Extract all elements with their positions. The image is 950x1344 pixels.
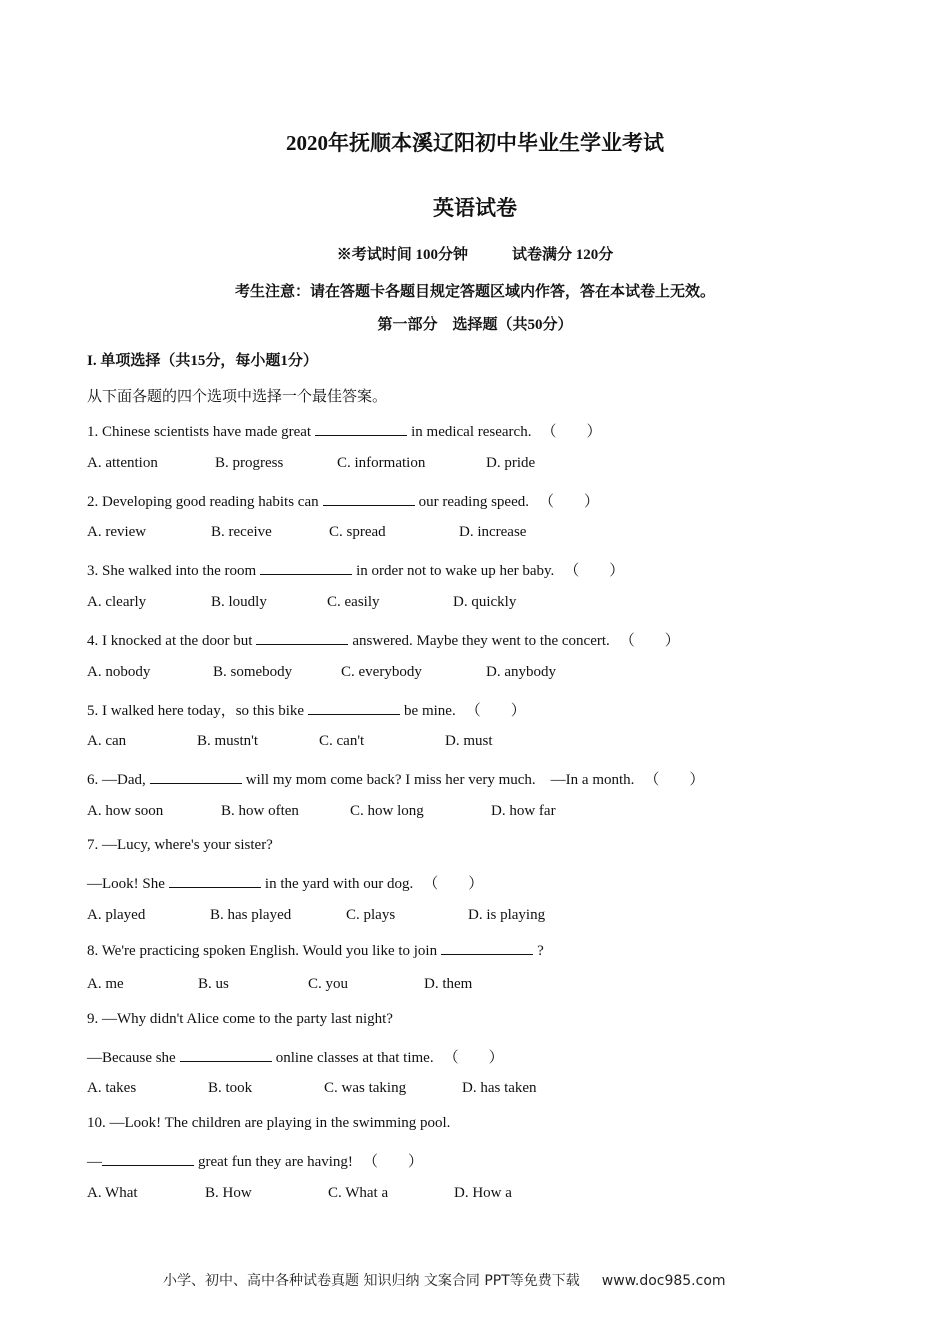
option-d: D. pride [486,455,536,471]
option-d: D. quickly [453,594,517,610]
option-d: D. increase [459,524,527,540]
question-9: —Because she online classes at that time. （ ） [87,1050,504,1066]
section-instruction: 从下面各题的四个选项中选择一个最佳答案。 [87,389,388,405]
option-b: B. mustn't [197,733,259,749]
answer-blank [308,702,400,715]
exam-time: ※考试时间 100分钟 [336,247,468,263]
option-b: B. progress [215,455,284,471]
option-d: D. anybody [486,664,556,680]
option-a: A. attention [87,455,158,471]
answer-blank [180,1049,272,1062]
option-b: B. How [205,1185,252,1201]
option-a: A. can [87,733,127,749]
question-1: 1. Chinese scientists have made great in medical research. （ ） [87,424,602,440]
option-c: C. plays [346,907,396,923]
option-a: A. played [87,907,146,923]
question-3: 3. She walked into the room in order not to wake up her baby. （ ） [87,563,625,579]
footer-text: 小学、初中、高中各种试卷真题 知识归纳 文案合同 PPT等免费下载 [163,1273,580,1289]
answer-blank [102,1153,194,1166]
footer-site-link[interactable]: www.doc985.com [601,1273,726,1289]
section-heading: I. 单项选择（共15分，每小题1分） [87,353,318,369]
option-d: D. how far [491,803,556,819]
option-a: A. review [87,524,147,540]
option-b: B. us [198,976,229,992]
option-b: B. how often [221,803,299,819]
option-c: C. information [337,455,426,471]
answer-blank [315,423,407,436]
option-a: A. takes [87,1080,137,1096]
answer-blank [441,942,533,955]
option-d: D. must [445,733,493,749]
option-b: B. receive [211,524,272,540]
question-7-line1: 7. —Lucy, where's your sister? [87,837,273,853]
exam-score: 试卷满分 120分 [512,247,614,263]
option-b: B. has played [210,907,292,923]
page-footer [163,1270,726,1290]
question-4: 4. I knocked at the door but answered. Maybe they went to the concert. （ ） [87,633,680,649]
option-a: A. What [87,1185,138,1201]
option-c: C. you [308,976,349,992]
option-c: C. was taking [324,1080,407,1096]
exam-notice: 考生注意：请在答题卡各题目规定答题区域内作答，答在本试卷上无效。 [234,284,715,300]
option-b: B. somebody [213,664,293,680]
question-5: 5. I walked here today，so this bike be mine. （ ） [87,703,526,719]
option-c: C. everybody [341,664,422,680]
exam-title: 2020年抚顺本溪辽阳初中毕业生学业考试 [286,131,664,155]
question-8: 8. We're practicing spoken English. Would you like to join ? [87,943,544,959]
option-d: D. How a [454,1185,512,1201]
option-c: C. how long [350,803,424,819]
question-10-line1: 10. —Look! The children are playing in the swimming pool. [87,1115,451,1131]
option-b: B. took [208,1080,253,1096]
question-6: 6. —Dad, will my mom come back? I miss her very much. —In a month. （ ） [87,772,705,788]
option-c: C. can't [319,733,365,749]
option-a: A. me [87,976,124,992]
option-d: D. is playing [468,907,546,923]
question-10: — great fun they are having! （ ） [87,1154,423,1170]
option-c: C. spread [329,524,386,540]
option-b: B. loudly [211,594,267,610]
option-a: A. clearly [87,594,147,610]
answer-blank [169,875,261,888]
option-d: D. them [424,976,473,992]
option-c: C. What a [328,1185,389,1201]
exam-subject: 英语试卷 [433,196,517,220]
question-2: 2. Developing good reading habits can our reading speed. （ ） [87,494,600,510]
exam-info [0,243,950,264]
answer-blank [260,562,352,575]
question-9-line1: 9. —Why didn't Alice come to the party last night? [87,1011,393,1027]
answer-blank [323,493,415,506]
option-a: A. how soon [87,803,164,819]
option-c: C. easily [327,594,380,610]
option-d: D. has taken [462,1080,537,1096]
part-heading: 第一部分 选择题（共50分） [377,317,573,333]
question-7: —Look! She in the yard with our dog. （ ） [87,876,484,892]
answer-blank [256,632,348,645]
answer-blank [150,771,242,784]
option-a: A. nobody [87,664,151,680]
